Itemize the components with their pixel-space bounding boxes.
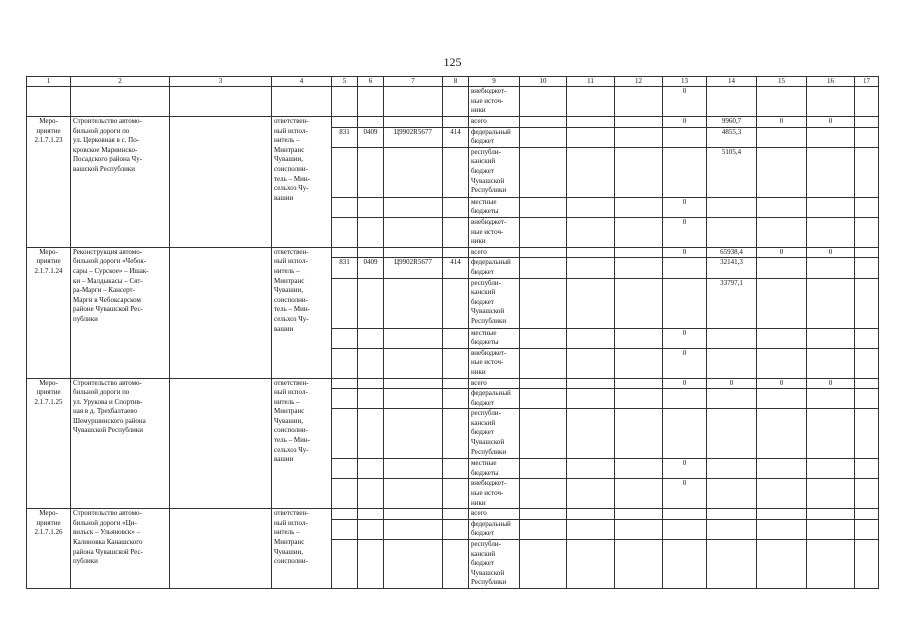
source-cell: внебюджет- ные источ- ники bbox=[469, 479, 520, 509]
source-cell: всего bbox=[469, 509, 520, 520]
source-cell: всего bbox=[469, 378, 520, 389]
value-cell: 0 bbox=[663, 328, 707, 348]
value-cell: 0 bbox=[663, 117, 707, 128]
header-cell: 16 bbox=[807, 77, 855, 87]
measure-row-total bbox=[27, 247, 879, 258]
empty-cell bbox=[384, 217, 443, 247]
empty-cell bbox=[757, 348, 807, 378]
empty-cell bbox=[358, 87, 384, 117]
empty-cell bbox=[358, 147, 384, 197]
source-cell: местные бюджеты bbox=[469, 459, 520, 479]
empty-cell bbox=[384, 479, 443, 509]
budget-code-cell: Ц9902R5677 bbox=[384, 127, 443, 147]
empty-cell bbox=[807, 389, 855, 409]
empty-cell bbox=[707, 87, 757, 117]
empty-cell bbox=[520, 348, 567, 378]
budget-code-cell bbox=[358, 389, 384, 409]
empty-cell bbox=[663, 540, 707, 589]
source-cell: федеральный бюджет bbox=[469, 389, 520, 409]
header-cell: 15 bbox=[757, 77, 807, 87]
empty-cell bbox=[332, 409, 358, 459]
budget-code-cell: 0409 bbox=[358, 258, 384, 278]
source-cell: федеральный бюджет bbox=[469, 258, 520, 278]
value-cell: 32141,3 bbox=[707, 258, 757, 278]
measure-row-total bbox=[27, 378, 879, 389]
empty-cell bbox=[707, 197, 757, 217]
empty-cell bbox=[615, 328, 663, 348]
empty-cell bbox=[27, 87, 71, 117]
empty-cell bbox=[443, 278, 469, 328]
value-cell: 0 bbox=[663, 87, 707, 117]
empty-cell bbox=[358, 247, 384, 258]
header-cell: 11 bbox=[567, 77, 615, 87]
value-cell: 0 bbox=[663, 247, 707, 258]
header-cell: 13 bbox=[663, 77, 707, 87]
empty-cell bbox=[332, 328, 358, 348]
empty-cell bbox=[170, 378, 272, 509]
empty-cell bbox=[443, 540, 469, 589]
empty-cell bbox=[170, 117, 272, 248]
budget-code-cell bbox=[443, 389, 469, 409]
empty-cell bbox=[567, 197, 615, 217]
empty-cell bbox=[520, 147, 567, 197]
empty-cell bbox=[567, 459, 615, 479]
empty-cell bbox=[332, 540, 358, 589]
empty-cell bbox=[567, 519, 615, 539]
measure-name: Строительство автомо- бильной дороги «Ци- вильск – Ульяновск» – Калиновка Канашского района Чувашской Рес- публики bbox=[71, 509, 170, 589]
empty-cell bbox=[567, 409, 615, 459]
header-cell: 14 bbox=[707, 77, 757, 87]
header-cell: 4 bbox=[272, 77, 332, 87]
empty-cell bbox=[384, 540, 443, 589]
empty-cell bbox=[567, 217, 615, 247]
header-cell: 7 bbox=[384, 77, 443, 87]
measure-code: Меро- приятие 2.1.7.1.25 bbox=[27, 378, 71, 509]
empty-cell bbox=[358, 378, 384, 389]
empty-cell bbox=[855, 348, 879, 378]
empty-cell bbox=[443, 147, 469, 197]
empty-cell bbox=[443, 87, 469, 117]
empty-cell bbox=[332, 459, 358, 479]
empty-cell bbox=[358, 519, 384, 539]
empty-cell bbox=[170, 509, 272, 589]
measure-row-total bbox=[27, 117, 879, 128]
empty-cell bbox=[757, 278, 807, 328]
value-cell: 65938,4 bbox=[707, 247, 757, 258]
value-cell bbox=[707, 389, 757, 409]
empty-cell bbox=[855, 389, 879, 409]
header-cell: 9 bbox=[469, 77, 520, 87]
empty-cell bbox=[855, 409, 879, 459]
empty-cell bbox=[358, 540, 384, 589]
empty-cell bbox=[332, 278, 358, 328]
empty-cell bbox=[520, 127, 567, 147]
empty-cell bbox=[358, 328, 384, 348]
empty-cell bbox=[807, 258, 855, 278]
empty-cell bbox=[707, 328, 757, 348]
empty-cell bbox=[707, 348, 757, 378]
empty-cell bbox=[855, 328, 879, 348]
responsible-executor: ответствен- ный испол- нитель – Минтранс Чувашии, соисполни- тель – Мин- сельхоз Чу- вашии bbox=[272, 117, 332, 248]
measure-name: Реконструкция автомо- бильной дороги «Чебок- сары – Сурское» – Ишак- ки – Малдыкасы – Сят- ра-Марги – Кансерт- Марги в Чебоксарском районе Чувашской Рес- публики bbox=[71, 247, 170, 378]
empty-cell bbox=[332, 509, 358, 520]
empty-cell bbox=[855, 127, 879, 147]
value-cell: 0 bbox=[807, 378, 855, 389]
empty-cell bbox=[358, 217, 384, 247]
empty-cell bbox=[358, 479, 384, 509]
empty-cell bbox=[807, 197, 855, 217]
empty-cell bbox=[615, 479, 663, 509]
empty-cell bbox=[757, 87, 807, 117]
empty-cell bbox=[855, 540, 879, 589]
empty-cell bbox=[567, 87, 615, 117]
empty-cell bbox=[71, 87, 170, 117]
empty-cell bbox=[757, 217, 807, 247]
empty-cell bbox=[567, 348, 615, 378]
empty-cell bbox=[332, 378, 358, 389]
empty-cell bbox=[443, 197, 469, 217]
empty-cell bbox=[443, 247, 469, 258]
empty-cell bbox=[520, 278, 567, 328]
empty-cell bbox=[807, 519, 855, 539]
value-cell: 4855,3 bbox=[707, 127, 757, 147]
empty-cell bbox=[358, 197, 384, 217]
empty-cell bbox=[443, 519, 469, 539]
empty-cell bbox=[384, 348, 443, 378]
empty-cell bbox=[807, 87, 855, 117]
empty-cell bbox=[855, 117, 879, 128]
continuation-row bbox=[27, 87, 879, 117]
empty-cell bbox=[358, 117, 384, 128]
empty-cell bbox=[807, 147, 855, 197]
empty-cell bbox=[615, 389, 663, 409]
empty-cell bbox=[443, 328, 469, 348]
header-cell: 17 bbox=[855, 77, 879, 87]
empty-cell bbox=[707, 217, 757, 247]
empty-cell bbox=[384, 247, 443, 258]
empty-cell bbox=[757, 540, 807, 589]
empty-cell bbox=[615, 197, 663, 217]
empty-cell bbox=[615, 147, 663, 197]
empty-cell bbox=[707, 509, 757, 520]
empty-cell bbox=[520, 117, 567, 128]
empty-cell bbox=[170, 87, 272, 117]
empty-cell bbox=[757, 147, 807, 197]
budget-code-cell: 831 bbox=[332, 258, 358, 278]
empty-cell bbox=[358, 509, 384, 520]
empty-cell bbox=[520, 197, 567, 217]
header-cell: 8 bbox=[443, 77, 469, 87]
source-cell: республи- канский бюджет Чувашской Республики bbox=[469, 278, 520, 328]
empty-cell bbox=[615, 117, 663, 128]
empty-cell bbox=[663, 519, 707, 539]
source-cell: федеральный бюджет bbox=[469, 519, 520, 539]
empty-cell bbox=[520, 378, 567, 389]
header-cell: 5 bbox=[332, 77, 358, 87]
empty-cell bbox=[807, 509, 855, 520]
empty-cell bbox=[707, 540, 757, 589]
empty-cell bbox=[520, 258, 567, 278]
source-cell: республи- канский бюджет Чувашской Республики bbox=[469, 540, 520, 589]
empty-cell bbox=[855, 197, 879, 217]
empty-cell bbox=[384, 328, 443, 348]
measure-name: Строительство автомо- бильной дороги по ул. Церковная в с. По- кровское Мариинско- Посадского района Чу- вашской Республики bbox=[71, 117, 170, 248]
empty-cell bbox=[443, 348, 469, 378]
empty-cell bbox=[615, 519, 663, 539]
empty-cell bbox=[855, 87, 879, 117]
empty-cell bbox=[272, 87, 332, 117]
measure-name: Строительство автомо- бильной дороги по ул. Урукова и Спортив- ная в д. Трехбалтаево Шемуршинского района Чувашской Республики bbox=[71, 378, 170, 509]
empty-cell bbox=[332, 217, 358, 247]
empty-cell bbox=[443, 217, 469, 247]
empty-cell bbox=[855, 378, 879, 389]
empty-cell bbox=[615, 87, 663, 117]
empty-cell bbox=[332, 87, 358, 117]
empty-cell bbox=[855, 479, 879, 509]
header-cell: 1 bbox=[27, 77, 71, 87]
empty-cell bbox=[663, 409, 707, 459]
empty-cell bbox=[567, 247, 615, 258]
header-cell: 3 bbox=[170, 77, 272, 87]
empty-cell bbox=[807, 540, 855, 589]
value-cell: 0 bbox=[757, 117, 807, 128]
value-cell bbox=[707, 409, 757, 459]
empty-cell bbox=[384, 197, 443, 217]
measure-row-total bbox=[27, 509, 879, 520]
empty-cell bbox=[807, 479, 855, 509]
responsible-executor: ответствен- ный испол- нитель – Минтранс Чувашии, соисполни- тель – Мин- сельхоз Чу- вашии bbox=[272, 378, 332, 509]
empty-cell bbox=[520, 509, 567, 520]
empty-cell bbox=[615, 409, 663, 459]
empty-cell bbox=[855, 217, 879, 247]
value-cell: 33797,1 bbox=[707, 278, 757, 328]
empty-cell bbox=[520, 389, 567, 409]
empty-cell bbox=[443, 409, 469, 459]
empty-cell bbox=[663, 127, 707, 147]
value-cell: 0 bbox=[757, 378, 807, 389]
source-cell: всего bbox=[469, 117, 520, 128]
budget-code-cell bbox=[384, 389, 443, 409]
value-cell: 0 bbox=[663, 459, 707, 479]
empty-cell bbox=[807, 328, 855, 348]
empty-cell bbox=[615, 217, 663, 247]
empty-cell bbox=[358, 278, 384, 328]
source-cell: республи- канский бюджет Чувашской Республики bbox=[469, 147, 520, 197]
empty-cell bbox=[520, 459, 567, 479]
empty-cell bbox=[384, 87, 443, 117]
empty-cell bbox=[807, 409, 855, 459]
empty-cell bbox=[332, 479, 358, 509]
empty-cell bbox=[520, 540, 567, 589]
empty-cell bbox=[567, 540, 615, 589]
source-cell: федеральный бюджет bbox=[469, 127, 520, 147]
measure-code: Меро- приятие 2.1.7.1.23 bbox=[27, 117, 71, 248]
empty-cell bbox=[443, 509, 469, 520]
empty-cell bbox=[707, 519, 757, 539]
value-cell: 0 bbox=[807, 247, 855, 258]
header-cell: 2 bbox=[71, 77, 170, 87]
empty-cell bbox=[615, 378, 663, 389]
empty-cell bbox=[384, 117, 443, 128]
empty-cell bbox=[567, 479, 615, 509]
empty-cell bbox=[807, 459, 855, 479]
empty-cell bbox=[520, 519, 567, 539]
empty-cell bbox=[757, 389, 807, 409]
budget-table bbox=[26, 76, 879, 589]
empty-cell bbox=[332, 519, 358, 539]
empty-cell bbox=[707, 459, 757, 479]
empty-cell bbox=[663, 258, 707, 278]
empty-cell bbox=[384, 509, 443, 520]
page-number: 125 bbox=[443, 55, 462, 69]
empty-cell bbox=[332, 247, 358, 258]
value-cell: 0 bbox=[663, 217, 707, 247]
empty-cell bbox=[615, 258, 663, 278]
empty-cell bbox=[443, 117, 469, 128]
empty-cell bbox=[615, 348, 663, 378]
empty-cell bbox=[443, 378, 469, 389]
empty-cell bbox=[520, 217, 567, 247]
empty-cell bbox=[384, 147, 443, 197]
source-cell: местные бюджеты bbox=[469, 328, 520, 348]
budget-code-cell: 414 bbox=[443, 258, 469, 278]
empty-cell bbox=[615, 278, 663, 328]
empty-cell bbox=[615, 509, 663, 520]
value-cell: 0 bbox=[807, 117, 855, 128]
empty-cell bbox=[807, 348, 855, 378]
empty-cell bbox=[807, 217, 855, 247]
empty-cell bbox=[170, 247, 272, 378]
empty-cell bbox=[757, 258, 807, 278]
empty-cell bbox=[567, 258, 615, 278]
source-cell: всего bbox=[469, 247, 520, 258]
empty-cell bbox=[757, 328, 807, 348]
empty-cell bbox=[567, 117, 615, 128]
value-cell: 0 bbox=[663, 479, 707, 509]
empty-cell bbox=[332, 147, 358, 197]
empty-cell bbox=[443, 459, 469, 479]
empty-cell bbox=[567, 378, 615, 389]
empty-cell bbox=[615, 540, 663, 589]
empty-cell bbox=[443, 479, 469, 509]
value-cell: 0 bbox=[663, 197, 707, 217]
empty-cell bbox=[567, 509, 615, 520]
empty-cell bbox=[855, 509, 879, 520]
header-row bbox=[27, 77, 879, 87]
empty-cell bbox=[855, 278, 879, 328]
empty-cell bbox=[332, 197, 358, 217]
measure-code: Меро- приятие 2.1.7.1.26 bbox=[27, 509, 71, 589]
value-cell: 5105,4 bbox=[707, 147, 757, 197]
empty-cell bbox=[757, 479, 807, 509]
measure-code: Меро- приятие 2.1.7.1.24 bbox=[27, 247, 71, 378]
empty-cell bbox=[757, 127, 807, 147]
header-cell: 10 bbox=[520, 77, 567, 87]
empty-cell bbox=[384, 278, 443, 328]
empty-cell bbox=[663, 147, 707, 197]
empty-cell bbox=[855, 147, 879, 197]
value-cell: 0 bbox=[757, 247, 807, 258]
empty-cell bbox=[663, 509, 707, 520]
empty-cell bbox=[663, 389, 707, 409]
responsible-executor: ответствен- ный испол- нитель – Минтранс Чувашии, соисполни- bbox=[272, 509, 332, 589]
empty-cell bbox=[807, 278, 855, 328]
empty-cell bbox=[384, 378, 443, 389]
empty-cell bbox=[520, 479, 567, 509]
budget-code-cell bbox=[332, 389, 358, 409]
empty-cell bbox=[567, 278, 615, 328]
empty-cell bbox=[567, 328, 615, 348]
empty-cell bbox=[358, 459, 384, 479]
empty-cell bbox=[520, 247, 567, 258]
empty-cell bbox=[855, 247, 879, 258]
empty-cell bbox=[358, 409, 384, 459]
empty-cell bbox=[855, 258, 879, 278]
empty-cell bbox=[615, 459, 663, 479]
budget-code-cell: 0409 bbox=[358, 127, 384, 147]
source-cell: республи- канский бюджет Чувашской Республики bbox=[469, 409, 520, 459]
value-cell: 0 bbox=[707, 378, 757, 389]
empty-cell bbox=[615, 127, 663, 147]
value-cell: 0 bbox=[663, 378, 707, 389]
empty-cell bbox=[384, 409, 443, 459]
source-cell: внебюджет- ные источ- ники bbox=[469, 348, 520, 378]
empty-cell bbox=[855, 459, 879, 479]
empty-cell bbox=[567, 127, 615, 147]
empty-cell bbox=[520, 409, 567, 459]
empty-cell bbox=[757, 459, 807, 479]
empty-cell bbox=[332, 117, 358, 128]
source-cell: местные бюджеты bbox=[469, 197, 520, 217]
empty-cell bbox=[520, 328, 567, 348]
source-cell: внебюджет- ные источ- ники bbox=[469, 87, 520, 117]
empty-cell bbox=[757, 509, 807, 520]
empty-cell bbox=[757, 409, 807, 459]
header-cell: 6 bbox=[358, 77, 384, 87]
budget-code-cell: Ц9902R5677 bbox=[384, 258, 443, 278]
source-cell: внебюджет- ные источ- ники bbox=[469, 217, 520, 247]
budget-code-cell: 414 bbox=[443, 127, 469, 147]
header-cell: 12 bbox=[615, 77, 663, 87]
empty-cell bbox=[807, 127, 855, 147]
empty-cell bbox=[707, 479, 757, 509]
empty-cell bbox=[615, 247, 663, 258]
empty-cell bbox=[663, 278, 707, 328]
empty-cell bbox=[520, 87, 567, 117]
empty-cell bbox=[332, 348, 358, 378]
budget-code-cell: 831 bbox=[332, 127, 358, 147]
empty-cell bbox=[384, 459, 443, 479]
empty-cell bbox=[567, 147, 615, 197]
empty-cell bbox=[757, 197, 807, 217]
value-cell: 9960,7 bbox=[707, 117, 757, 128]
empty-cell bbox=[855, 519, 879, 539]
empty-cell bbox=[567, 389, 615, 409]
empty-cell bbox=[358, 348, 384, 378]
empty-cell bbox=[757, 519, 807, 539]
value-cell: 0 bbox=[663, 348, 707, 378]
responsible-executor: ответствен- ный испол- нитель – Минтранс Чувашии, соисполни- тель – Мин- сельхоз Чу- вашии bbox=[272, 247, 332, 378]
empty-cell bbox=[384, 519, 443, 539]
